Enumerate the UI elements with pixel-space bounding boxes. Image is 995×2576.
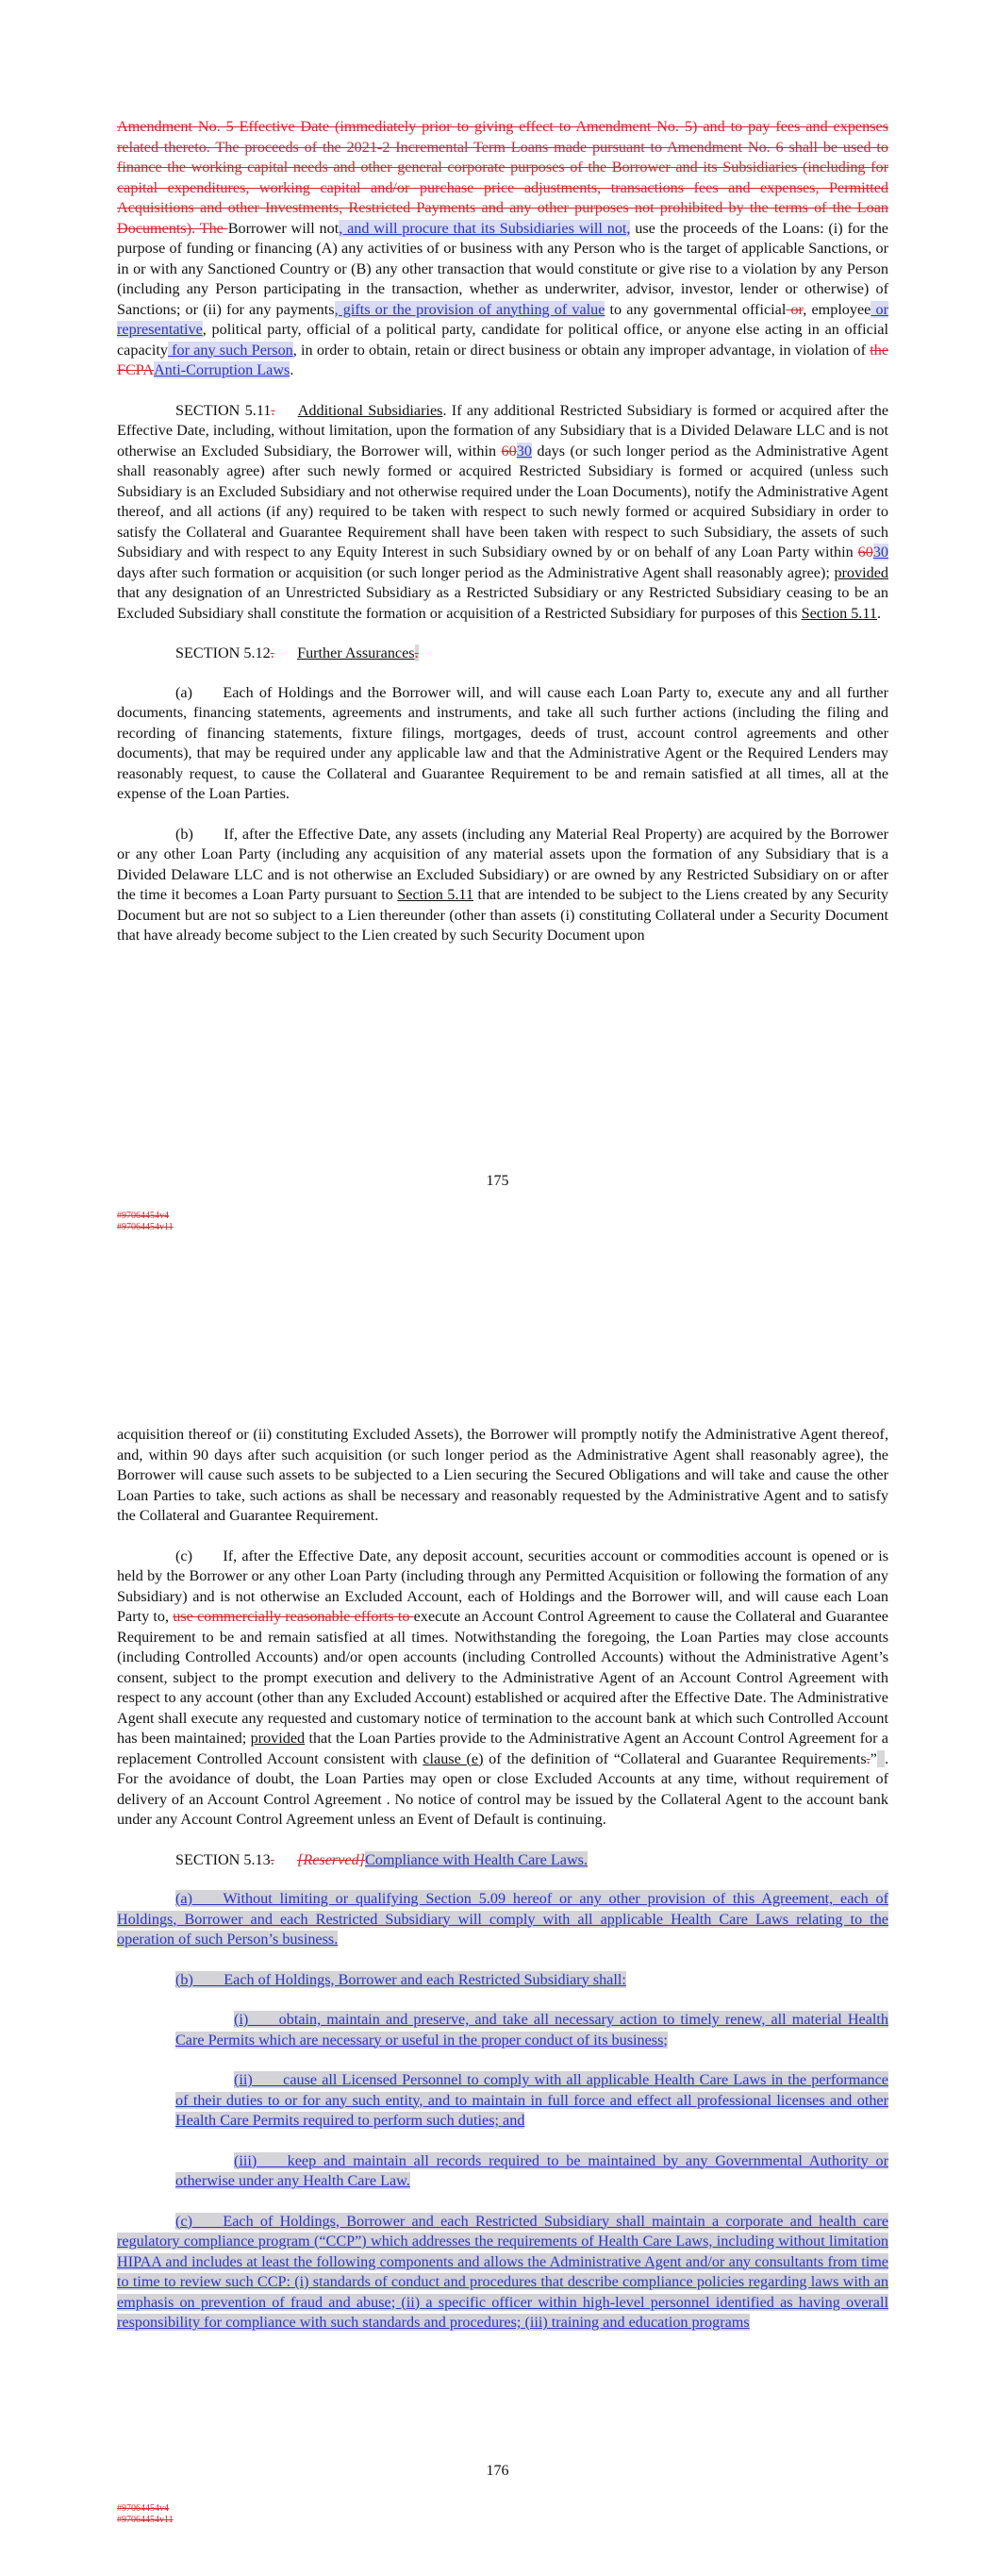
document-id-footer: #97064454v4 #97064454v11	[117, 1211, 174, 1232]
section-5-13-b-ii: (ii) cause all Licensed Personnel to comply with all applicable Health Care Laws in the performance of their duties to or for any such entity, and to maintain in full force and effect all professional licenses and other Health Care Permits required to perform such duties; and	[175, 2071, 888, 2129]
section-title: Further Assurances	[297, 644, 415, 661]
section-title: Additional Subsidiaries	[297, 401, 443, 419]
page-body	[117, 117, 888, 966]
use-of-proceeds-paragraph: Amendment No. 5 Effective Date (immediately prior to giving effect to Amendment No. 5) and to pay fees and expenses related thereto. The proceeds of the 2021-2 Incremental Term Loans made pursuant to Amendment No. 6 shall be used to finance the working capital needs and other general corporate purposes of the Borrower and its Subsidiaries (including for capital expenditures, working capital and/or purchase price adjustments, transactions fees and expenses, Permitted Acquisitions and other Investments, Restricted Payments and any other purposes not prohibited by the terms of the Loan Documents). The Borrower will not, and will procure that its Subsidiaries will not, use the proceeds of the Loans: (i) for the purpose of funding or financing (A) any activities of or business with any Person who is the target of applicable Sanctions, or in or with any Sanctioned Country or (B) any other transaction that would constitute or give rise to a violation by any Person (including any Person participating in the transaction, whether as underwriter, advisor, investor, lender or otherwise) of Sanctions; or (ii) for any payments, gifts or the provision of anything of value to any governmental official or, employee or representative, political party, official of a political party, candidate for political office, or anyone else acting in an official capacity for any such Person, in order to obtain, retain or direct business or obtain any improper advantage, in violation of the FCPAAnti-Corruption Laws.	[117, 118, 889, 378]
section-5-13-heading: SECTION 5.13. [Reserved]Compliance with Health Care Laws.	[175, 1850, 588, 1868]
section-5-12-b: (b) If, after the Effective Date, any assets (including any Material Real Property) are acquired by the Borrower or any other Loan Party (including any acquisition of any material assets upon the formation of any Subsidiary that is a Divided Delaware LLC and is not otherwise an Excluded Subsidiary) or are owned by any Restricted Subsidiary on or after the time it becomes a Loan Party pursuant to Section 5.11 that are intended to be subject to the Liens created by any Security Document but are not so subject to a Lien thereunder (other than assets (i) constituting Collateral under a Security Document that have already become subject to the Lien created by such Security Document upon	[117, 825, 888, 944]
page-number: 175	[486, 1173, 509, 1189]
inserted-text: , gifts or the provision of anything of value	[334, 300, 605, 318]
inserted-text: or representative	[117, 300, 888, 338]
section-5-13-c: (c) Each of Holdings, Borrower and each Restricted Subsidiary shall maintain a corporate and health care regulatory compliance program (“CCP”) which addresses the requirements of Health Care Laws, including without limitation HIPAA and includes at least the following components and allows the Administrative Agent and/or any consultants from time to time to review such CCP: (i) standards of conduct and procedures that describe compliance policies regarding laws with an emphasis on prevention of fraud and abuse; (ii) a specific officer within high-level personnel identified as having overall responsibility for compliance with such standards and procedures; (iii) training and education programs	[117, 2212, 888, 2331]
page-body	[117, 1425, 888, 2353]
inserted-text: for any such Person	[167, 341, 293, 359]
section-5-13-a: (a) Without limiting or qualifying Section 5.09 hereof or any other provision of this Agreement, each of Holdings, Borrower and each Restricted Subsidiary will comply with all applicable Health Care Laws relating to the operation of such Person’s business.	[117, 1890, 888, 1948]
section-label: SECTION 5.13	[175, 1850, 271, 1868]
section-5-12-a: (a) Each of Holdings and the Borrower will, and will cause each Loan Party to, execute any and all further documents, financing statements, agreements and instruments, and take all such further actions (including the filing and recording of financing statements, fixture filings, mortgages, deeds of trust, account control agreements and other documents), that may be required under any applicable law and that the Administrative Agent or the Required Lenders may reasonably request, to cause the Collateral and Guarantee Requirement to be and remain satisfied at all times, all at the expense of the Loan Parties.	[117, 683, 888, 802]
section-reference: Section 5.11	[801, 604, 877, 622]
section-5-12-c: (c) If, after the Effective Date, any deposit account, securities account or commodities account is opened or is held by the Borrower or any other Loan Party (including through any Permitted Acquisition or following the formation of any Subsidiary) and is not otherwise an Excluded Account, each of Holdings and the Borrower will, and will cause each Loan Party to, use commercially reasonable efforts to execute an Account Control Agreement to cause the Collateral and Guarantee Requirement to be and remain satisfied at all times. Notwithstanding the foregoing, the Loan Parties may close accounts (including Controlled Accounts) and/or open accounts (including Controlled Accounts) without the Administrative Agent’s consent, subject to the prompt execution and delivery to the Administrative Agent of an Account Control Agreement with respect to any account (other than any Excluded Account) established or acquired after the Effective Date. The Administrative Agent shall execute any requested and customary notice of termination to the account bank at which such Controlled Account has been maintained; provided that the Loan Parties provide to the Administrative Agent an Account Control Agreement for a replacement Controlled Account consistent with clause (e) of the definition of “Collateral and Guarantee Requirements.” . For the avoidance of doubt, the Loan Parties may open or close Excluded Accounts at any time, without requirement of delivery of an Account Control Agreement . No notice of control may be issued by the Collateral Agent to the account bank under any Account Control Agreement unless an Event of Default is continuing.	[117, 1547, 888, 1828]
inserted-text: Anti-Corruption Laws	[154, 361, 290, 378]
section-5-13-b: (b) Each of Holdings, Borrower and each Restricted Subsidiary shall:	[175, 1970, 626, 1988]
page-175	[0, 0, 995, 1274]
section-label: SECTION 5.12	[175, 644, 271, 661]
section-5-12-heading: SECTION 5.12. Further Assurances.	[175, 644, 419, 661]
page-number: 176	[486, 2463, 509, 2479]
section-title: Compliance with Health Care Laws	[364, 1850, 584, 1868]
section-5-13-b-iii: (iii) keep and maintain all records required to be maintained by any Governmental Authority or otherwise under any Health Care Law.	[175, 2151, 888, 2189]
section-5-12-b-continued: acquisition thereof or (ii) constituting Excluded Assets), the Borrower will promptly notify the Administrative Agent thereof, and, within 90 days after such acquisition (or such longer period as the Administrative Agent shall reasonably agree), the Borrower will cause such assets to be subjected to a Lien securing the Secured Obligations and will take and cause the other Loan Parties to take, such actions as shall be necessary and reasonably requested by the Administrative Agent and to satisfy the Collateral and Guarantee Requirement.	[117, 1426, 888, 1524]
section-reference: Section 5.11	[397, 886, 473, 903]
deleted-text: or	[786, 300, 804, 318]
page-176	[0, 1288, 995, 2562]
section-5-11-paragraph: SECTION 5.11. Additional Subsidiaries. If any additional Restricted Subsidiary is formed or acquired after the Effective Date, including, without limitation, upon the formation of any Subsidiary that is a Divided Delaware LLC and is not otherwise an Excluded Subsidiary, the Borrower will, within 6030 days (or such longer period as the Administrative Agent shall reasonably agree) after such newly formed or acquired Restricted Subsidiary is formed or acquired (unless such Subsidiary is an Excluded Subsidiary and not otherwise required under the Loan Documents), notify the Administrative Agent thereof, and all actions (if any) required to be taken with respect to such newly formed or acquired Subsidiary in order to satisfy the Collateral and Guarantee Requirement shall have been taken with respect to such Subsidiary, the assets of such Subsidiary and with respect to any Equity Interest in such Subsidiary owned by or on behalf of any Loan Party within 6030 days after such formation or acquisition (or such longer period as the Administrative Agent shall reasonably agree); provided that any designation of an Unrestricted Subsidiary as a Restricted Subsidiary or any Restricted Subsidiary ceasing to be an Excluded Subsidiary shall constitute the formation or acquisition of a Restricted Subsidiary for purposes of this Section 5.11.	[117, 401, 889, 622]
inserted-text: , and will procure that its Subsidiaries will not,	[339, 219, 631, 237]
document-id-footer: #97064454v4 #97064454v11	[117, 2503, 174, 2525]
deleted-text: the FCPA	[117, 341, 889, 378]
section-label: SECTION 5.11	[175, 401, 272, 419]
deleted-text: Amendment No. 5 Effective Date (immediately prior to giving effect to Amendment No. 5) and to pay fees and expenses related thereto. The proceeds of the 2021-2 Incremental Term Loans made pursuant to Amendment No. 6 shall be used to finance the working capital needs and other general corporate purposes of the Borrower and its Subsidiaries (including for capital expenditures, working capital and/or purchase price adjustments, transactions fees and expenses, Permitted Acquisitions and other Investments, Restricted Payments and any other purposes not prohibited by the terms of the Loan Documents). The	[117, 118, 888, 237]
deleted-text: use commercially reasonable efforts to	[173, 1608, 414, 1625]
section-5-13-b-i: (i) obtain, maintain and preserve, and take all necessary action to timely renew, all material Health Care Permits which are necessary or useful in the proper conduct of its business;	[175, 2011, 888, 2049]
